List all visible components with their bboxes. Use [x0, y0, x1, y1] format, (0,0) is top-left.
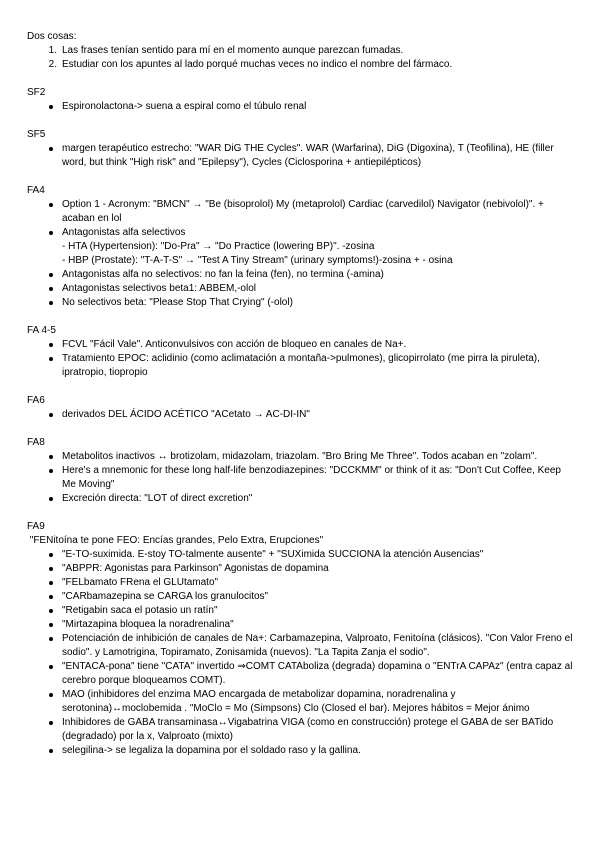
- list-item: "Retigabin saca el potasio un ratín": [27, 604, 576, 618]
- bullet-list: [27, 450, 576, 506]
- list-item: Here's a mnemonic for these long half-life benzodiazepines: "DCCKMM" or think of it as: "Don't Cut Coffee, Keep Me Moving": [27, 464, 576, 492]
- bullet-list: [27, 142, 576, 170]
- section-heading: FA4: [27, 185, 45, 196]
- list-item: 2. Estudiar con los apuntes al lado porqué muchas veces no indico el nombre del fármaco.: [27, 58, 576, 72]
- section-heading: SF2: [27, 87, 46, 98]
- list-item: Tratamiento EPOC: aclidinio (como aclimatación a montaña->pulmones), glicopirrolato (me pirra la piruleta), ipratropio, tiopropio: [27, 352, 576, 380]
- list-item: FCVL "Fácil Vale". Anticonvulsivos con acción de bloqueo en canales de Na+.: [27, 338, 576, 352]
- list-item: Inhibidores de GABA transaminasa↔Vigabatrina VIGA (como en construcción) protege el GABA de ser BATido (degradado) por la x, Valproato (mixto): [27, 716, 576, 744]
- section-heading: FA 4-5: [27, 325, 56, 336]
- bullet-list: [27, 548, 576, 758]
- section-heading: FA8: [27, 437, 45, 448]
- list-item: Espironolactona-> suena a espiral como el túbulo renal: [27, 100, 576, 114]
- section-heading: SF5: [27, 129, 46, 140]
- list-item: "E-TO-suximida. E-stoy TO-talmente ausente" + "SUXimida SUCCIONA la atención Ausencias": [27, 548, 576, 562]
- list-item: "FELbamato FRena el GLUtamato": [27, 576, 576, 590]
- list-item: "CARbamazepina se CARGA los granulocitos": [27, 590, 576, 604]
- list-item: 1. Las frases tenían sentido para mí en el momento aunque parezcan fumadas.: [27, 44, 576, 58]
- list-item: Metabolitos inactivos ↔ brotizolam, midazolam, triazolam. "Bro Bring Me Three". Todos acaban en "zolam".: [27, 450, 576, 464]
- list-item: "ENTACA-pona" tiene "CATA" invertido ⇒COMT CATAboliza (degrada) dopamina o "ENTrA CAPAz" (entra capaz al cerebro porque bloqueamos COMT).: [27, 660, 576, 688]
- intro-title: Dos cosas:: [27, 31, 77, 42]
- list-item: "ABPPR: Agonistas para Parkinson" Agonistas de dopamina: [27, 562, 576, 576]
- list-item: derivados DEL ÁCIDO ACÉTICO "ACetato → AC-DI-IN": [27, 408, 576, 422]
- list-item: Antagonistas alfa selectivos - HTA (Hypertension): "Do-Pra" → "Do Practice (lowering BP)". -zosina - HBP (Prostate): "T-A-T-S" → "Test A Tiny Stream" (urinary symptoms!)-zosina + - osina: [27, 226, 576, 268]
- section-heading: FA9: [27, 521, 45, 532]
- list-item: Option 1 - Acronym: "BMCN" → "Be (bisoprolol) My (metaprolol) Cardiac (carvedilol) Navigator (nebivolol)". + acaban en lol: [27, 198, 576, 226]
- list-item: No selectivos beta: "Please Stop That Crying" (-olol): [27, 296, 576, 310]
- list-item: Excreción directa: "LOT of direct excretion": [27, 492, 576, 506]
- bullet-list: [27, 198, 576, 310]
- list-item: "Mirtazapina bloquea la noradrenalina": [27, 618, 576, 632]
- section-intro: "FENitoína te pone FEO: Encías grandes, Pelo Extra, Erupciones": [27, 535, 324, 546]
- intro-list: [27, 44, 576, 72]
- list-item: selegilina-> se legaliza la dopamina por el soldado raso y la gallina.: [27, 744, 576, 758]
- list-item: Antagonistas alfa no selectivos: no fan la feina (fen), no termina (-amina): [27, 268, 576, 282]
- section-heading: FA6: [27, 395, 45, 406]
- list-item: MAO (inhibidores del enzima MAO encargada de metabolizar dopamina, noradrenalina y serotonina)↔moclobemida . "MoClo = Mo (Simpsons) Clo (Closed el bar). Mejores hábitos = Mejor ánimo: [27, 688, 576, 716]
- bullet-list: [27, 100, 576, 114]
- list-item: margen terapéutico estrecho: "WAR DiG THE Cycles". WAR (Warfarina), DiG (Digoxina), T (Teofilina), HE (filler word, but think "High risk" and "Epilepsy"), Cycles (Ciclosporina + antiepilépticos): [27, 142, 576, 170]
- sub-line: - HTA (Hypertension): "Do-Pra" → "Do Practice (lowering BP)". -zosina: [62, 241, 375, 252]
- list-item: Antagonistas selectivos beta1: ABBEM,-olol: [27, 282, 576, 296]
- item-number: 2.: [48, 59, 57, 70]
- bullet-list: [27, 408, 576, 422]
- list-item: Potenciación de inhibición de canales de Na+: Carbamazepina, Valproato, Fenitoína (clásicos). "Con Valor Freno el sodio". y Lamotrigina, Topiramato, Zonisamida (nuevos). "La Tapita Zanja el sodio".: [27, 632, 576, 660]
- bullet-list: [27, 338, 576, 380]
- sub-line: - HBP (Prostate): "T-A-T-S" → "Test A Tiny Stream" (urinary symptoms!)-zosina + - osina: [62, 255, 453, 266]
- item-number: 1.: [48, 45, 57, 56]
